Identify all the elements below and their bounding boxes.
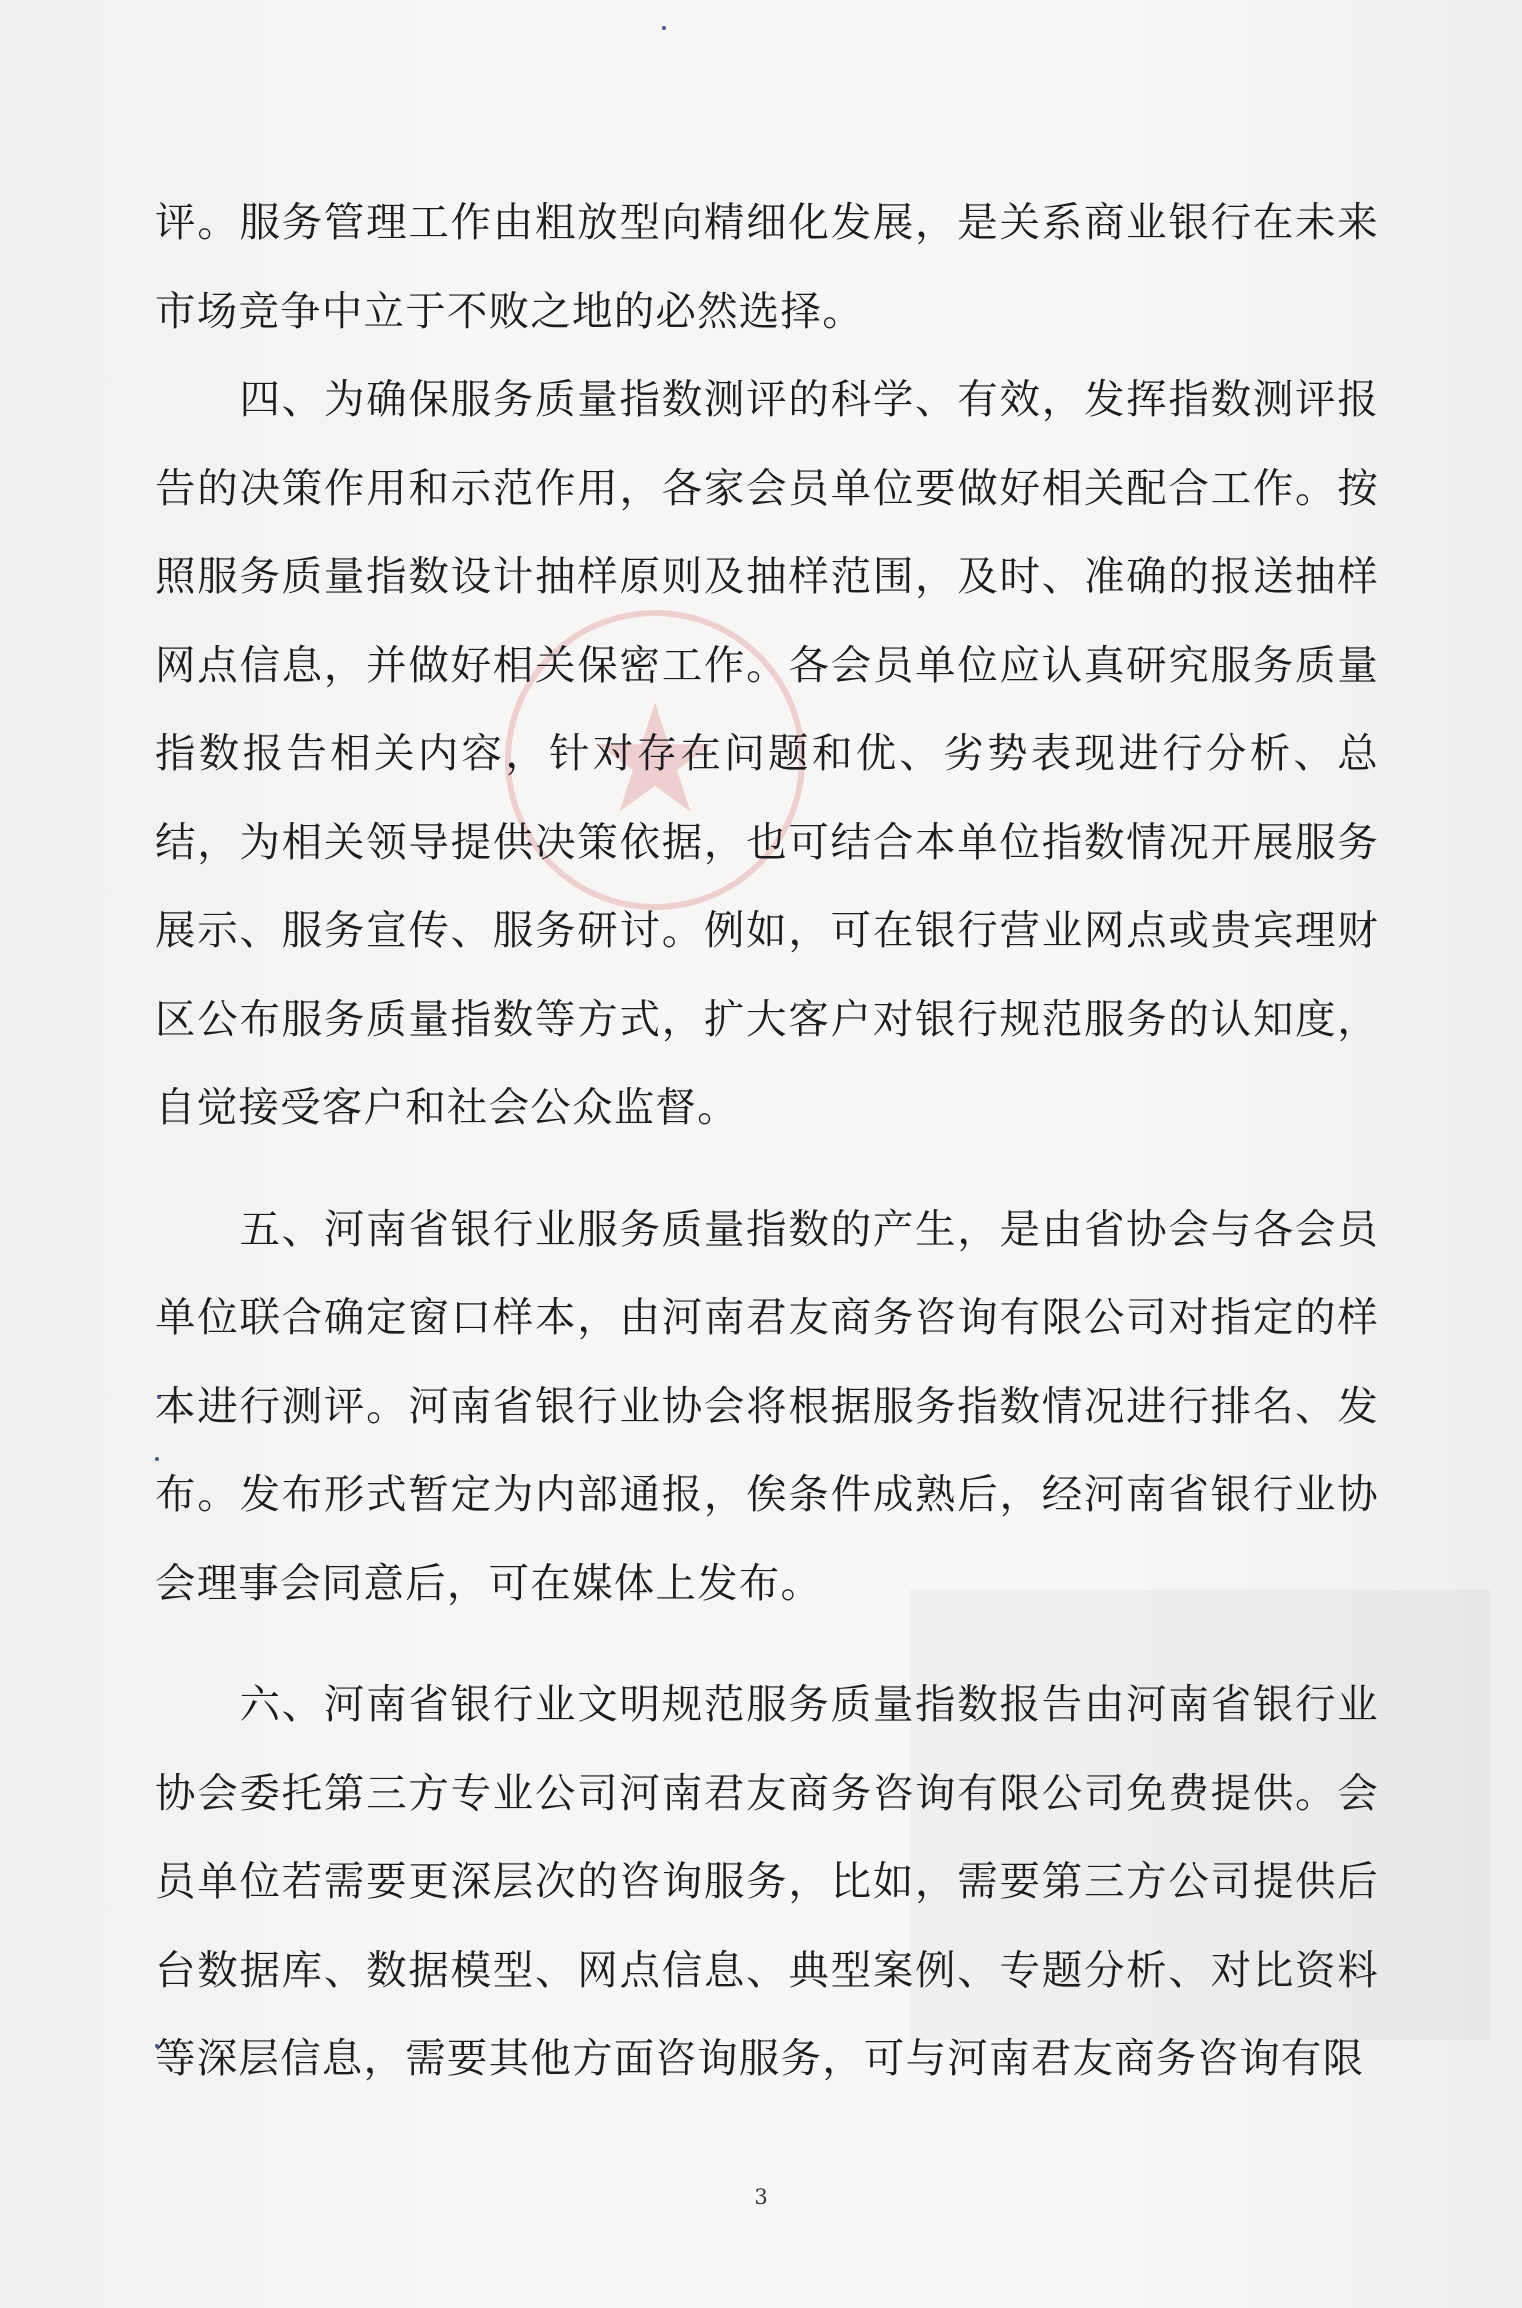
paragraph-2: 四、为确保服务质量指数测评的科学、有效，发挥指数测评报告的决策作用和示范作用，各家会员单位要做好相关配合工作。按照服务质量指数设计抽样原则及抽样范围，及时、准确的报送抽样网点信息，并做好相关保密工作。各会员单位应认真研究服务质量指数报告相关内容，针对存在问题和优、劣势表现进行分析、总结，为相关领导提供决策依据，也可结合本单位指数情况开展服务展示、服务宣传、服务研讨。例如，可在银行营业网点或贵宾理财区公布服务质量指数等方式，扩大客户对银行规范服务的认知度，自觉接受客户和社会公众监督。 — [155, 375, 1379, 1131]
body-text — [155, 178, 1379, 2103]
paragraph-4: 六、河南省银行业文明规范服务质量指数报告由河南省银行业协会委托第三方专业公司河南君友商务咨询有限公司免费提供。会员单位若需要更深层次的咨询服务，比如，需要第三方公司提供后台数据库、数据模型、网点信息、典型案例、专题分析、对比资料等深层信息，需要其他方面咨询服务，可与河南君友商务咨询有限 — [155, 1680, 1379, 2082]
seal-star-icon: ★ — [587, 673, 723, 847]
paragraph-3: 五、河南省银行业服务质量指数的产生，是由省协会与各会员单位联合确定窗口样本，由河南君友商务咨询有限公司对指定的样本进行测评。河南省银行业协会将根据服务指数情况进行排名、发布。发布形式暂定为内部通报，俟条件成熟后，经河南省银行业协会理事会同意后，可在媒体上发布。 — [155, 1204, 1379, 1607]
paragraph-1: 评。服务管理工作由粗放型向精细化发展，是关系商业银行在未来市场竞争中立于不败之地的必然选择。 — [155, 198, 1379, 335]
page-number: 3 — [754, 2185, 768, 2209]
speck — [662, 26, 666, 30]
